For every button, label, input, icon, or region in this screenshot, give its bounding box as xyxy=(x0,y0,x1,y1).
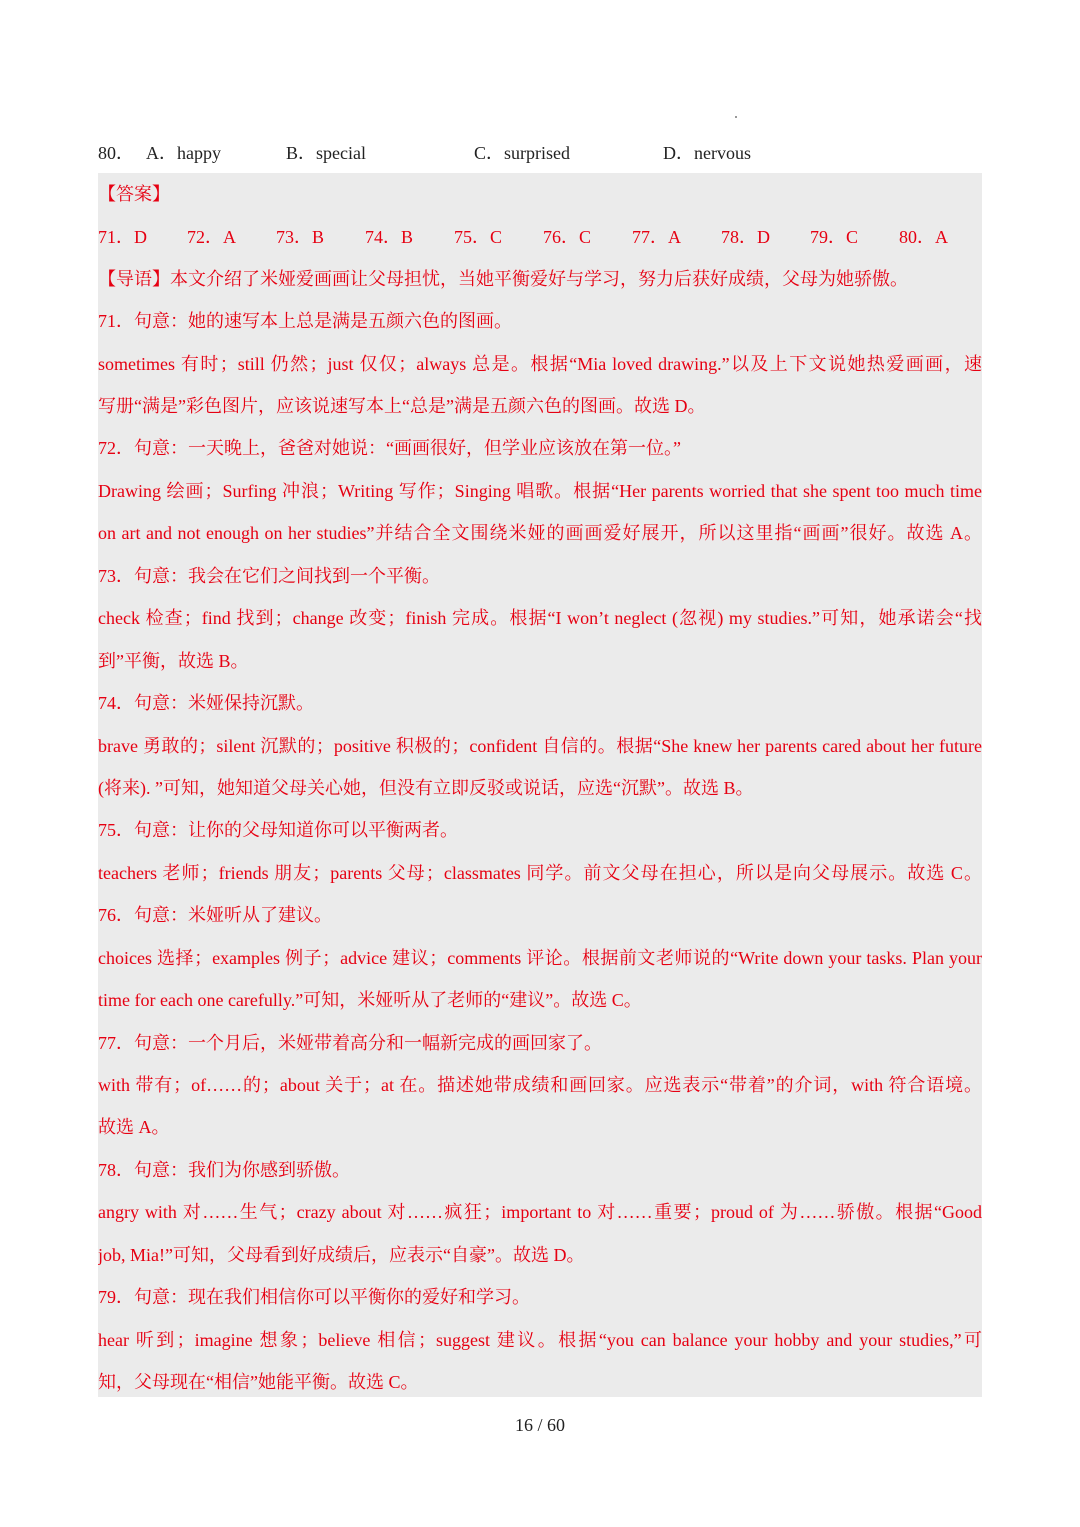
explanation-line: 78．句意：我们为你感到骄傲。 xyxy=(98,1160,350,1180)
explanation-line: 71．句意：她的速写本上总是满是五颜六色的图画。 xyxy=(98,311,512,331)
explanation-line: check 检查；find 找到；change 改变；finish 完成。根据“I won’t neglect (忽视) my studies.”可知，她承诺会“找 xyxy=(98,608,982,628)
explanation-line: time for each one carefully.”可知，米娅听从了老师的“建议”。故选 C。 xyxy=(98,990,642,1010)
answer-75: 75．C xyxy=(454,227,503,247)
answer-key-row xyxy=(98,222,982,252)
explanation-line: (将来). ”可知，她知道父母关心她，但没有立即反驳或说话，应选“沉默”。故选 B。 xyxy=(98,778,754,798)
page-number: 16 / 60 xyxy=(514,1415,565,1435)
answer-71: 71．D xyxy=(98,227,147,247)
explanation-line: job, Mia!”可知，父母看到好成绩后，应表示“自豪”。故选 D。 xyxy=(98,1245,585,1265)
option-c: C．surprised xyxy=(474,143,570,163)
explanation-line: 77．句意：一个月后，米娅带着高分和一幅新完成的画回家了。 xyxy=(98,1033,602,1053)
explanation-line: 知，父母现在“相信”她能平衡。故选 C。 xyxy=(98,1372,419,1392)
answer-74: 74．B xyxy=(365,227,414,247)
option-b: B．special xyxy=(286,143,366,163)
question-number: 80． xyxy=(98,143,134,163)
answer-80: 80．A xyxy=(899,227,948,247)
option-a: A．happy xyxy=(146,143,221,163)
option-d: D．nervous xyxy=(663,143,751,163)
explanation-line: angry with 对……生气；crazy about 对……疯狂；important to 对……重要；proud of 为……骄傲。根据“Good xyxy=(98,1202,982,1222)
answer-header: 【答案】 xyxy=(98,184,170,204)
intro-paragraph: 【导语】本文介绍了米娅爱画画让父母担忧，当她平衡爱好与学习，努力后获好成绩，父母为她骄傲。 xyxy=(98,269,908,289)
explanation-line: hear 听到；imagine 想象；believe 相信；suggest 建议。根据“you can balance your hobby and your studies,”可 xyxy=(98,1330,982,1350)
answer-72: 72．A xyxy=(187,227,236,247)
explanation-line: Drawing 绘画；Surfing 冲浪；Writing 写作；Singing 唱歌。根据“Her parents worried that she spent too much time xyxy=(98,481,982,501)
explanation-line: 75．句意：让你的父母知道你可以平衡两者。 xyxy=(98,820,458,840)
answer-77: 77．A xyxy=(632,227,681,247)
explanation-line: 到”平衡，故选 B。 xyxy=(98,651,249,671)
explanation-line: 79．句意：现在我们相信你可以平衡你的爱好和学习。 xyxy=(98,1287,530,1307)
explanation-line: teachers 老师；friends 朋友；parents 父母；classmates 同学。前文父母在担心，所以是向父母展示。故选 C。 xyxy=(98,863,982,883)
scan-dot xyxy=(735,116,737,118)
explanation-line: brave 勇敢的；silent 沉默的；positive 积极的；confident 自信的。根据“She knew her parents cared about her future xyxy=(98,736,982,756)
explanation-line: sometimes 有时；still 仍然；just 仅仅；always 总是。根据“Mia loved drawing.”以及上下文说她热爱画画，速 xyxy=(98,354,982,374)
explanation-line: 76．句意：米娅听从了建议。 xyxy=(98,905,332,925)
question-80 xyxy=(98,140,980,166)
answer-76: 76．C xyxy=(543,227,592,247)
explanation-line: choices 选择；examples 例子；advice 建议；comments 评论。根据前文老师说的“Write down your tasks. Plan your xyxy=(98,948,982,968)
explanation-line: with 带有；of……的；about 关于；at 在。描述她带成绩和画回家。应选表示“带着”的介词，with 符合语境。 xyxy=(98,1075,982,1095)
explanation-line: 故选 A。 xyxy=(98,1117,170,1137)
explanation-line: 73．句意：我会在它们之间找到一个平衡。 xyxy=(98,566,440,586)
explanation-line: 74．句意：米娅保持沉默。 xyxy=(98,693,314,713)
explanation-line: 72．句意：一天晚上，爸爸对她说：“画画很好，但学业应该放在第一位。” xyxy=(98,438,681,458)
explanation-line: 写册“满是”彩色图片，应该说速写本上“总是”满是五颜六色的图画。故选 D。 xyxy=(98,396,706,416)
answer-78: 78．D xyxy=(721,227,770,247)
explanation-line: on art and not enough on her studies”并结合全文围绕米娅的画画爱好展开，所以这里指“画画”很好。故选 A。 xyxy=(98,523,982,543)
answer-73: 73．B xyxy=(276,227,325,247)
answer-79: 79．C xyxy=(810,227,859,247)
